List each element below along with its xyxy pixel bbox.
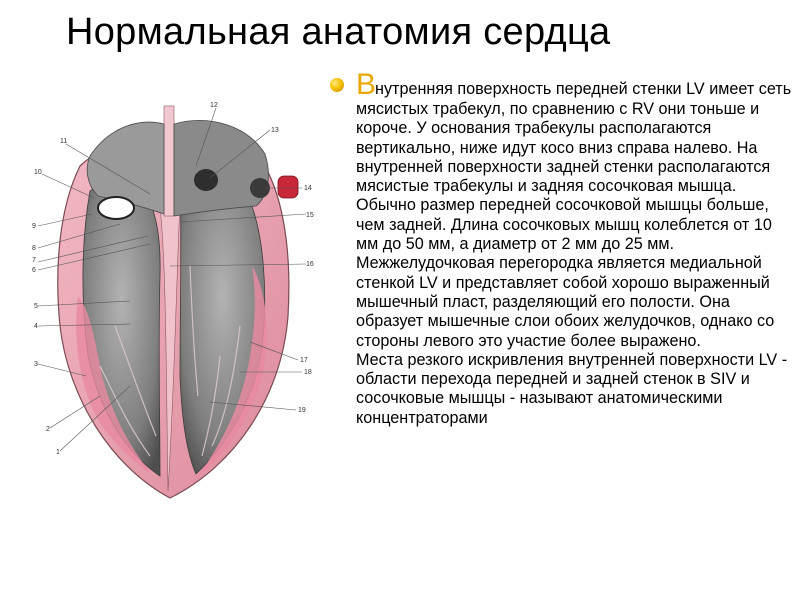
callout-1: 1 <box>56 449 60 456</box>
callout-14: 14 <box>304 185 312 192</box>
callout-4: 4 <box>34 323 38 330</box>
paragraph-1 <box>330 70 796 351</box>
callout-12: 12 <box>210 102 218 109</box>
callout-3: 3 <box>34 361 38 368</box>
bullet-icon <box>330 78 344 92</box>
callout-2: 2 <box>46 426 50 433</box>
callout-13: 13 <box>271 127 279 134</box>
left-atrium <box>174 121 268 216</box>
heart-section-drawing <box>20 96 320 506</box>
callout-19: 19 <box>298 407 306 414</box>
description-text <box>330 70 796 428</box>
callout-17: 17 <box>300 357 308 364</box>
pulmonary-vessel <box>278 176 298 198</box>
callout-6: 6 <box>32 267 36 274</box>
drop-cap: В <box>356 68 376 101</box>
coronary-sinus-opening <box>194 169 218 191</box>
paragraph-1-text: нутренняя поверхность передней стенки LV имеет сеть мясистых трабекул, по сравнению с RV они тоньше и короче. У основания трабекулы располагаются вертикально, ниже идут косо вниз справа налево. На внутренней поверхности задней стенки располагаются мясистые трабекулы и задняя сосочковая мышца. Обычно размер передней сосочковой мышцы больше, чем задней. Длина сосочковых мышц колеблется от 10 мм до 50 мм, а диаметр от 2 мм до 25 мм. Межжелудочковая перегородка является медиальной стенкой LV и представляет собой хорошо выраженный мышечный пласт, разделяющий его полости. Она образует мышечные слои обоих желудочков, однако со стороны левого это участие более выражено. <box>356 80 792 350</box>
valve-opening <box>98 197 134 219</box>
callout-8: 8 <box>32 245 36 252</box>
callout-7: 7 <box>32 257 36 264</box>
callout-11: 11 <box>60 138 68 145</box>
callout-10: 10 <box>34 169 42 176</box>
slide-title: Нормальная анатомия сердца <box>66 11 611 53</box>
paragraph-2: Места резкого искривления внутренней поверхности LV - области перехода передней и задней стенок в SIV и сосочковые мышцы - называют анатомическими концентраторами <box>356 350 788 427</box>
atrial-septum <box>164 106 174 216</box>
callout-15: 15 <box>306 212 314 219</box>
callout-18: 18 <box>304 369 312 376</box>
callout-9: 9 <box>32 223 36 230</box>
heart-anatomy-illustration <box>20 96 320 506</box>
callout-16: 16 <box>306 261 314 268</box>
callout-5: 5 <box>34 303 38 310</box>
